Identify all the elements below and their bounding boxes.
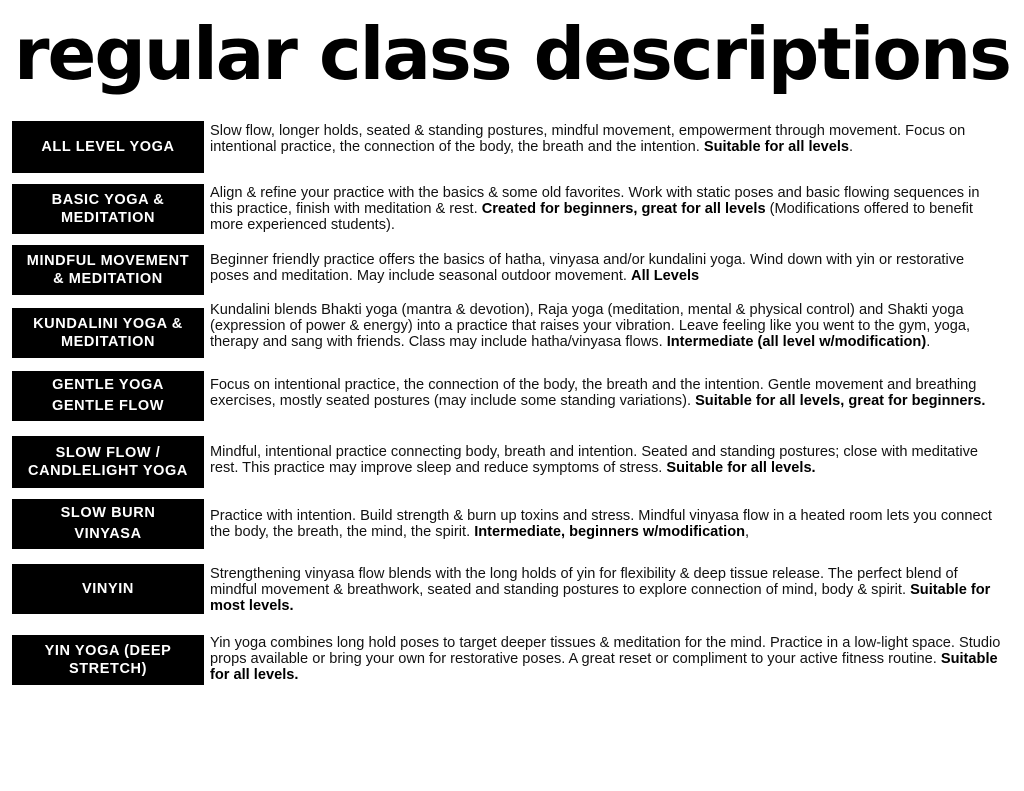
description-text: Focus on intentional practice, the connection of the body, the breath and the intention. Gentle movement and breathing exercises, mostly seated postures (may include some standing variations). [210,377,977,410]
class-name-line-2: CANDLELIGHT YOGA [28,463,188,479]
class-name-line-1: MINDFUL MOVEMENT [26,253,190,269]
class-description [210,566,1006,615]
class-name-line-2: STRETCH) [68,661,148,677]
class-description [210,302,1006,351]
class-name-label [12,184,204,234]
class-name-line-1: ALL LEVEL YOGA [41,139,175,155]
class-name-line-2: GENTLE FLOW [51,398,165,414]
class-name-label [12,635,204,685]
description-level: Suitable for all levels. [666,460,816,477]
description-text: Slow flow, longer holds, seated & standing postures, mindful movement, empowerment through movement. Focus on intentional practice, the connection of the body, the breath and the intention. [210,123,966,156]
class-name-line-1: BASIC YOGA & [51,192,165,208]
class-description [210,185,1006,234]
description-level: All Levels [631,268,700,285]
class-name-label [12,121,204,173]
description-tail: . [926,334,931,351]
class-description [210,123,1006,155]
class-name-label [12,371,204,421]
description-text: Mindful, intentional practice connecting body, breath and intention. Seated and standing postures; close with meditative rest. This practice may improve sleep and reduce symptoms of stress. [210,444,979,477]
class-name-line-1: YIN YOGA (DEEP [44,643,172,659]
class-name-line-1: GENTLE YOGA [52,377,164,393]
class-description [210,508,1006,540]
class-name-label [12,308,204,358]
class-description [210,252,1006,284]
description-level: Suitable for all levels [703,139,850,156]
class-name-line-1: SLOW BURN [60,505,156,521]
class-name-line-1: VINYIN [82,581,134,597]
description-text: Yin yoga combines long hold poses to target deeper tissues & meditation for the mind. Practice in a low-light space. Studio props available or bring your own for restorative poses. A great reset or compliment to your active fitness routine. [210,635,1001,668]
page-title: regular class descriptions [13,12,1010,96]
description-level: Suitable for all levels, great for beginners. [695,393,986,410]
description-text: Strengthening vinyasa flow blends with the long holds of yin for flexibility & deep tissue release. The perfect blend of mindful movement & breathwork, seated and standing postures to explore connection of mind, body & spirit. [210,566,958,599]
description-tail: (Modifications offered to benefit more experienced students). [210,201,973,234]
description-level: Suitable for all levels. [210,651,998,684]
class-description [210,635,1006,684]
description-text: Practice with intention. Build strength & burn up toxins and stress. Mindful vinyasa flow in a heated room lets you connect the body, the breath, the mind, the spirit. [210,508,992,541]
description-tail: . [849,139,854,156]
class-name-line-2: & MEDITATION [53,271,163,287]
description-text: Align & refine your practice with the basics & some old favorites. Work with static poses and basic flowing sequences in this practice, finish with meditation & rest. [210,185,980,218]
class-name-label [12,436,204,488]
description-text: Kundalini blends Bhakti yoga (mantra & devotion), Raja yoga (meditation, mental & physical control) and Shakti yoga (expression of power & energy) into a practice that raises your vibration. Leave feeling like you went to the gym, yoga, therapy and sang with friends. Class may include hatha/vinyasa flows. [210,302,971,351]
class-name-line-1: SLOW FLOW / [55,445,161,461]
description-level: Suitable for most levels. [210,582,991,615]
class-description [210,444,1006,476]
description-level: Intermediate (all level w/modification) [666,334,927,351]
class-name-label [12,499,204,549]
description-tail: , [745,524,750,541]
class-name-line-2: MEDITATION [60,334,156,350]
class-name-line-1: KUNDALINI YOGA & [33,316,183,332]
description-text: Beginner friendly practice offers the basics of hatha, vinyasa and/or kundalini yoga. Wind down with yin or restorative poses and meditation. May include seasonal outdoor movement. [210,252,965,285]
class-name-line-2: VINYASA [74,526,142,542]
description-level: Created for beginners, great for all levels [481,201,766,218]
class-name-line-2: MEDITATION [60,210,156,226]
class-name-label [12,564,204,614]
description-level: Intermediate, beginners w/modification [474,524,746,541]
class-name-label [12,245,204,295]
class-description [210,377,1006,409]
